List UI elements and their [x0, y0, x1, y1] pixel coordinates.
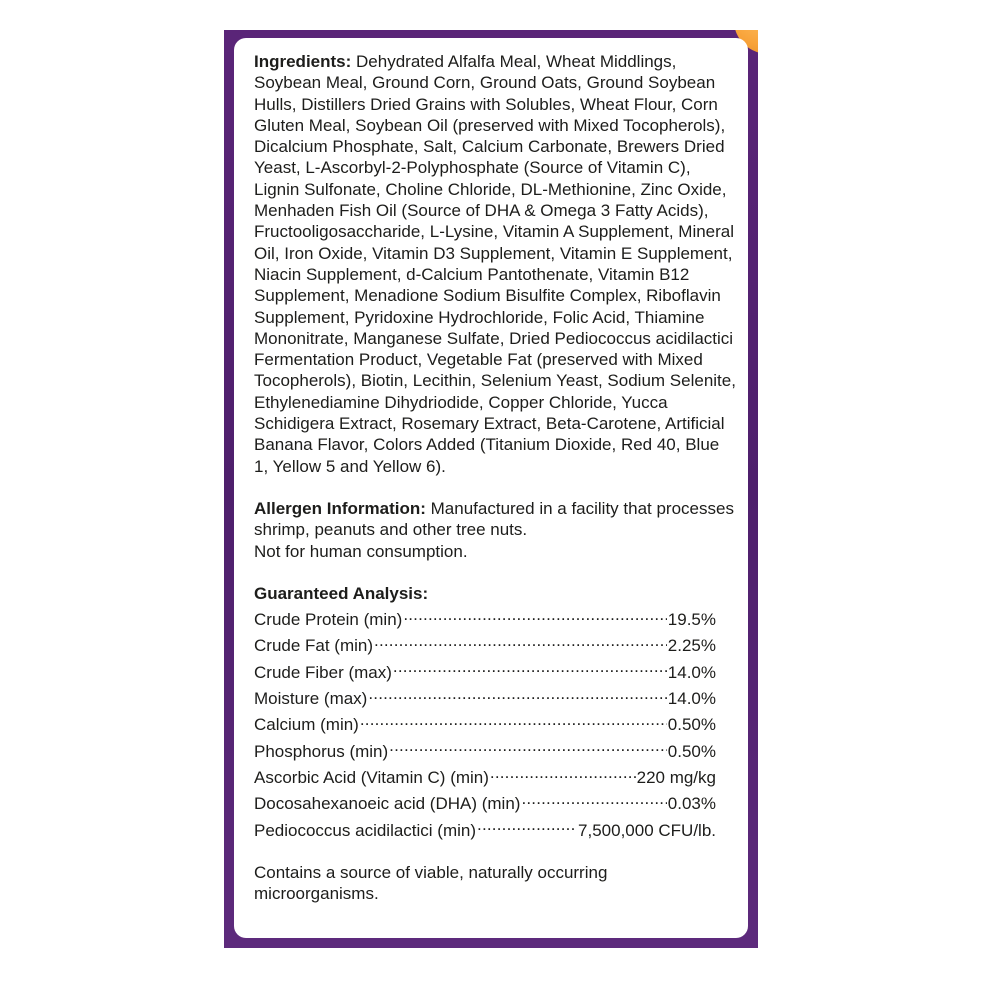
analysis-name: Crude Protein (min) — [254, 610, 403, 630]
analysis-row — [254, 657, 716, 683]
analysis-value: 0.03% — [667, 794, 716, 814]
leader-dots — [521, 788, 666, 809]
analysis-heading: Guaranteed Analysis: — [254, 583, 429, 603]
nutrition-label-card — [234, 38, 748, 938]
analysis-name: Ascorbic Acid (Vitamin C) (min) — [254, 767, 489, 787]
analysis-name: Crude Fiber (max) — [254, 662, 392, 682]
section-spacer — [254, 562, 736, 583]
leader-dots — [403, 604, 666, 625]
analysis-value: 14.0% — [667, 689, 716, 709]
leader-dots — [389, 736, 667, 757]
guaranteed-analysis-section — [254, 583, 736, 841]
analysis-row — [254, 815, 716, 841]
microorganisms-note: Contains a source of viable, naturally occurring microorganisms. — [254, 862, 608, 904]
analysis-value: 220 mg/kg — [636, 767, 716, 787]
analysis-name: Moisture (max) — [254, 689, 368, 709]
analysis-value: 14.0% — [667, 662, 716, 682]
leader-dots — [393, 657, 667, 678]
analysis-name: Calcium (min) — [254, 715, 359, 735]
analysis-row — [254, 630, 716, 656]
analysis-name: Pediococcus acidilactici (min) — [254, 820, 477, 840]
label-content — [254, 51, 736, 904]
allergen-heading: Allergen Information: — [254, 498, 426, 518]
analysis-value: 0.50% — [667, 741, 716, 761]
analysis-row — [254, 604, 716, 630]
analysis-row — [254, 709, 716, 735]
analysis-name: Docosahexanoeic acid (DHA) (min) — [254, 794, 521, 814]
ingredients-section — [254, 51, 736, 477]
analysis-row — [254, 788, 716, 814]
analysis-row — [254, 762, 716, 788]
analysis-row — [254, 683, 716, 709]
analysis-value: 19.5% — [667, 610, 716, 630]
allergen-note: Not for human consumption. — [254, 541, 468, 561]
allergen-section — [254, 498, 736, 562]
analysis-row — [254, 736, 716, 762]
package-panel — [224, 30, 758, 948]
leader-dots — [360, 709, 667, 730]
analysis-name: Crude Fat (min) — [254, 636, 374, 656]
leader-dots — [368, 683, 666, 704]
analysis-value: 7,500,000 CFU/lb. — [578, 820, 716, 840]
section-spacer — [254, 841, 736, 862]
leader-dots — [490, 762, 636, 783]
analysis-value: 0.50% — [667, 715, 716, 735]
ingredients-heading: Ingredients: — [254, 52, 352, 71]
leader-dots — [477, 815, 577, 836]
ingredients-text: Dehydrated Alfalfa Meal, Wheat Middlings, Soybean Meal, Ground Corn, Ground Oats, Ground Soybean Hulls, Distillers Dried Grains with Solubles, Wheat Flour, Corn Gluten Meal, Soybean Oil (preserved with Mixed Tocopherols), Dicalcium Phosphate, Salt, Calcium Carbonate, Brewers Dried Yeast, L-Ascorbyl-2-Polyphosphate (Source of Vitamin C), Lignin Sulfonate, Choline Chloride, DL-Methionine, Zinc Oxide, Menhaden Fish Oil (Source of DHA & Omega 3 Fatty Acids), Fructooligosaccharide, L-Lysine, Vitamin A Supplement, Mineral Oil, Iron Oxide, Vitamin D3 Supplement, Vitamin E Supplement, Niacin Supplement, d-Calcium Pantothenate, Vitamin B12 Supplement, Menadione Sodium Bisulfite Complex, Riboflavin Supplement, Pyridoxine Hydrochloride, Folic Acid, Thiamine Mononitrate, Manganese Sulfate, Dried Pediococcus acidilactici Fermentation Product, Vegetable Fat (preserved with Mixed Tocopherols), Biotin, Lecithin, Selenium Yeast, Sodium Selenite, Ethylenediamine Dihydriodide, Copper Chloride, Yucca Schidigera Extract, Rosemary Extract, Beta-Carotene, Artificial Banana Flavor, Colors Added (Titanium Dioxide, Red 40, Blue 1, Yellow 5 and Yellow 6). — [254, 52, 736, 476]
analysis-value: 2.25% — [667, 636, 716, 656]
leader-dots — [374, 630, 667, 651]
analysis-name: Phosphorus (min) — [254, 741, 389, 761]
allergen-text: Manufactured in a facility that processes shrimp, peanuts and other tree nuts. — [254, 498, 734, 540]
section-spacer — [254, 477, 736, 498]
